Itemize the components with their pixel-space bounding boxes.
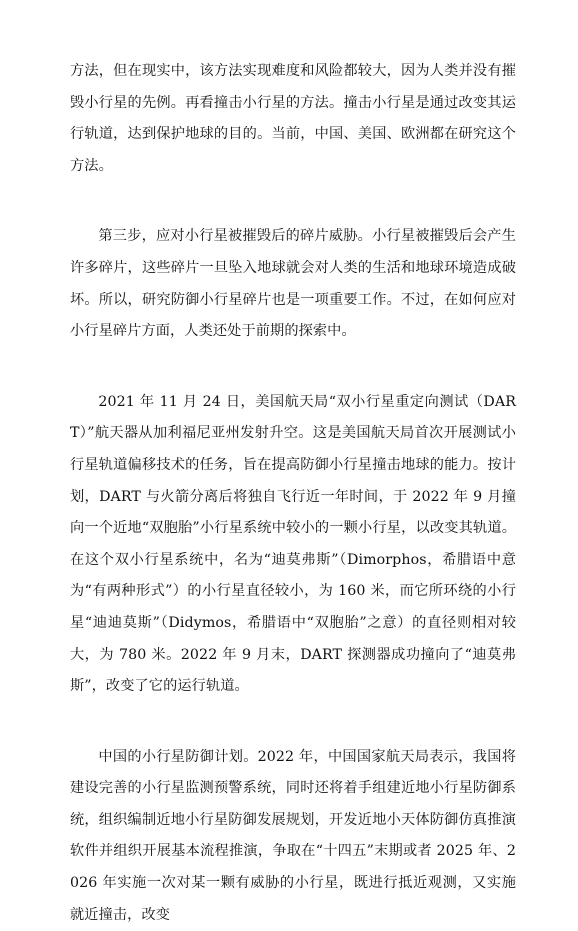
paragraph-spacer bbox=[70, 348, 516, 387]
paragraph-spacer bbox=[70, 703, 516, 742]
paragraph-4: 中国的小行星防御计划。2022 年，中国国家航天局表示，我国将建设完善的小行星监测预警系统，同时还将着手组建近地小行星防御系统，组织编制近地小行星防御发展规划，开发近地小天体防御仿真推演软件并组织开展基本流程推演，争取在“十四五”末期或者 2025 年、2026 年实施一次对某一颗有威胁的小行星，既进行抵近观测，又实施就近撞击，改变 bbox=[70, 748, 516, 923]
document-body bbox=[70, 56, 516, 931]
paragraph-3: 2021 年 11 月 24 日，美国航天局“双小行星重定向测试（DART）”航天器从加利福尼亚州发射升空。这是美国航天局首次开展测试小行星轨道偏移技术的任务，旨在提高防御小行星撞击地球的能力。按计划，DART 与火箭分离后将独自飞行近一年时间，于 2022 年 9 月撞向一个近地“双胞胎”小行星系统中较小的一颗小行星，以改变其轨道。在这个双小行星系统中，名为“迪莫弗斯”（Dimorphos，希腊语中意为“有两种形式”）的小行星直径较小，为 160 米，而它所环绕的小行星“迪迪莫斯”（Didymos，希腊语中“双胞胎”之意）的直径则相对较大，为 780 米。2022 年 9 月末，DART 探测器成功撞向了“迪莫弗斯”，改变了它的运行轨道。 bbox=[70, 393, 516, 695]
paragraph-spacer bbox=[70, 182, 516, 221]
paragraph-1: 方法，但在现实中，该方法实现难度和风险都较大，因为人类并没有摧毁小行星的先例。再看撞击小行星的方法。撞击小行星是通过改变其运行轨道，达到保护地球的目的。当前，中国、美国、欧洲都在研究这个方法。 bbox=[70, 63, 516, 174]
paragraph-2: 第三步，应对小行星被摧毁后的碎片威胁。小行星被摧毁后会产生许多碎片，这些碎片一旦坠入地球就会对人类的生活和地球环境造成破坏。所以，研究防御小行星碎片也是一项重要工作。不过，在如何应对小行星碎片方面，人类还处于前期的探索中。 bbox=[70, 228, 516, 340]
